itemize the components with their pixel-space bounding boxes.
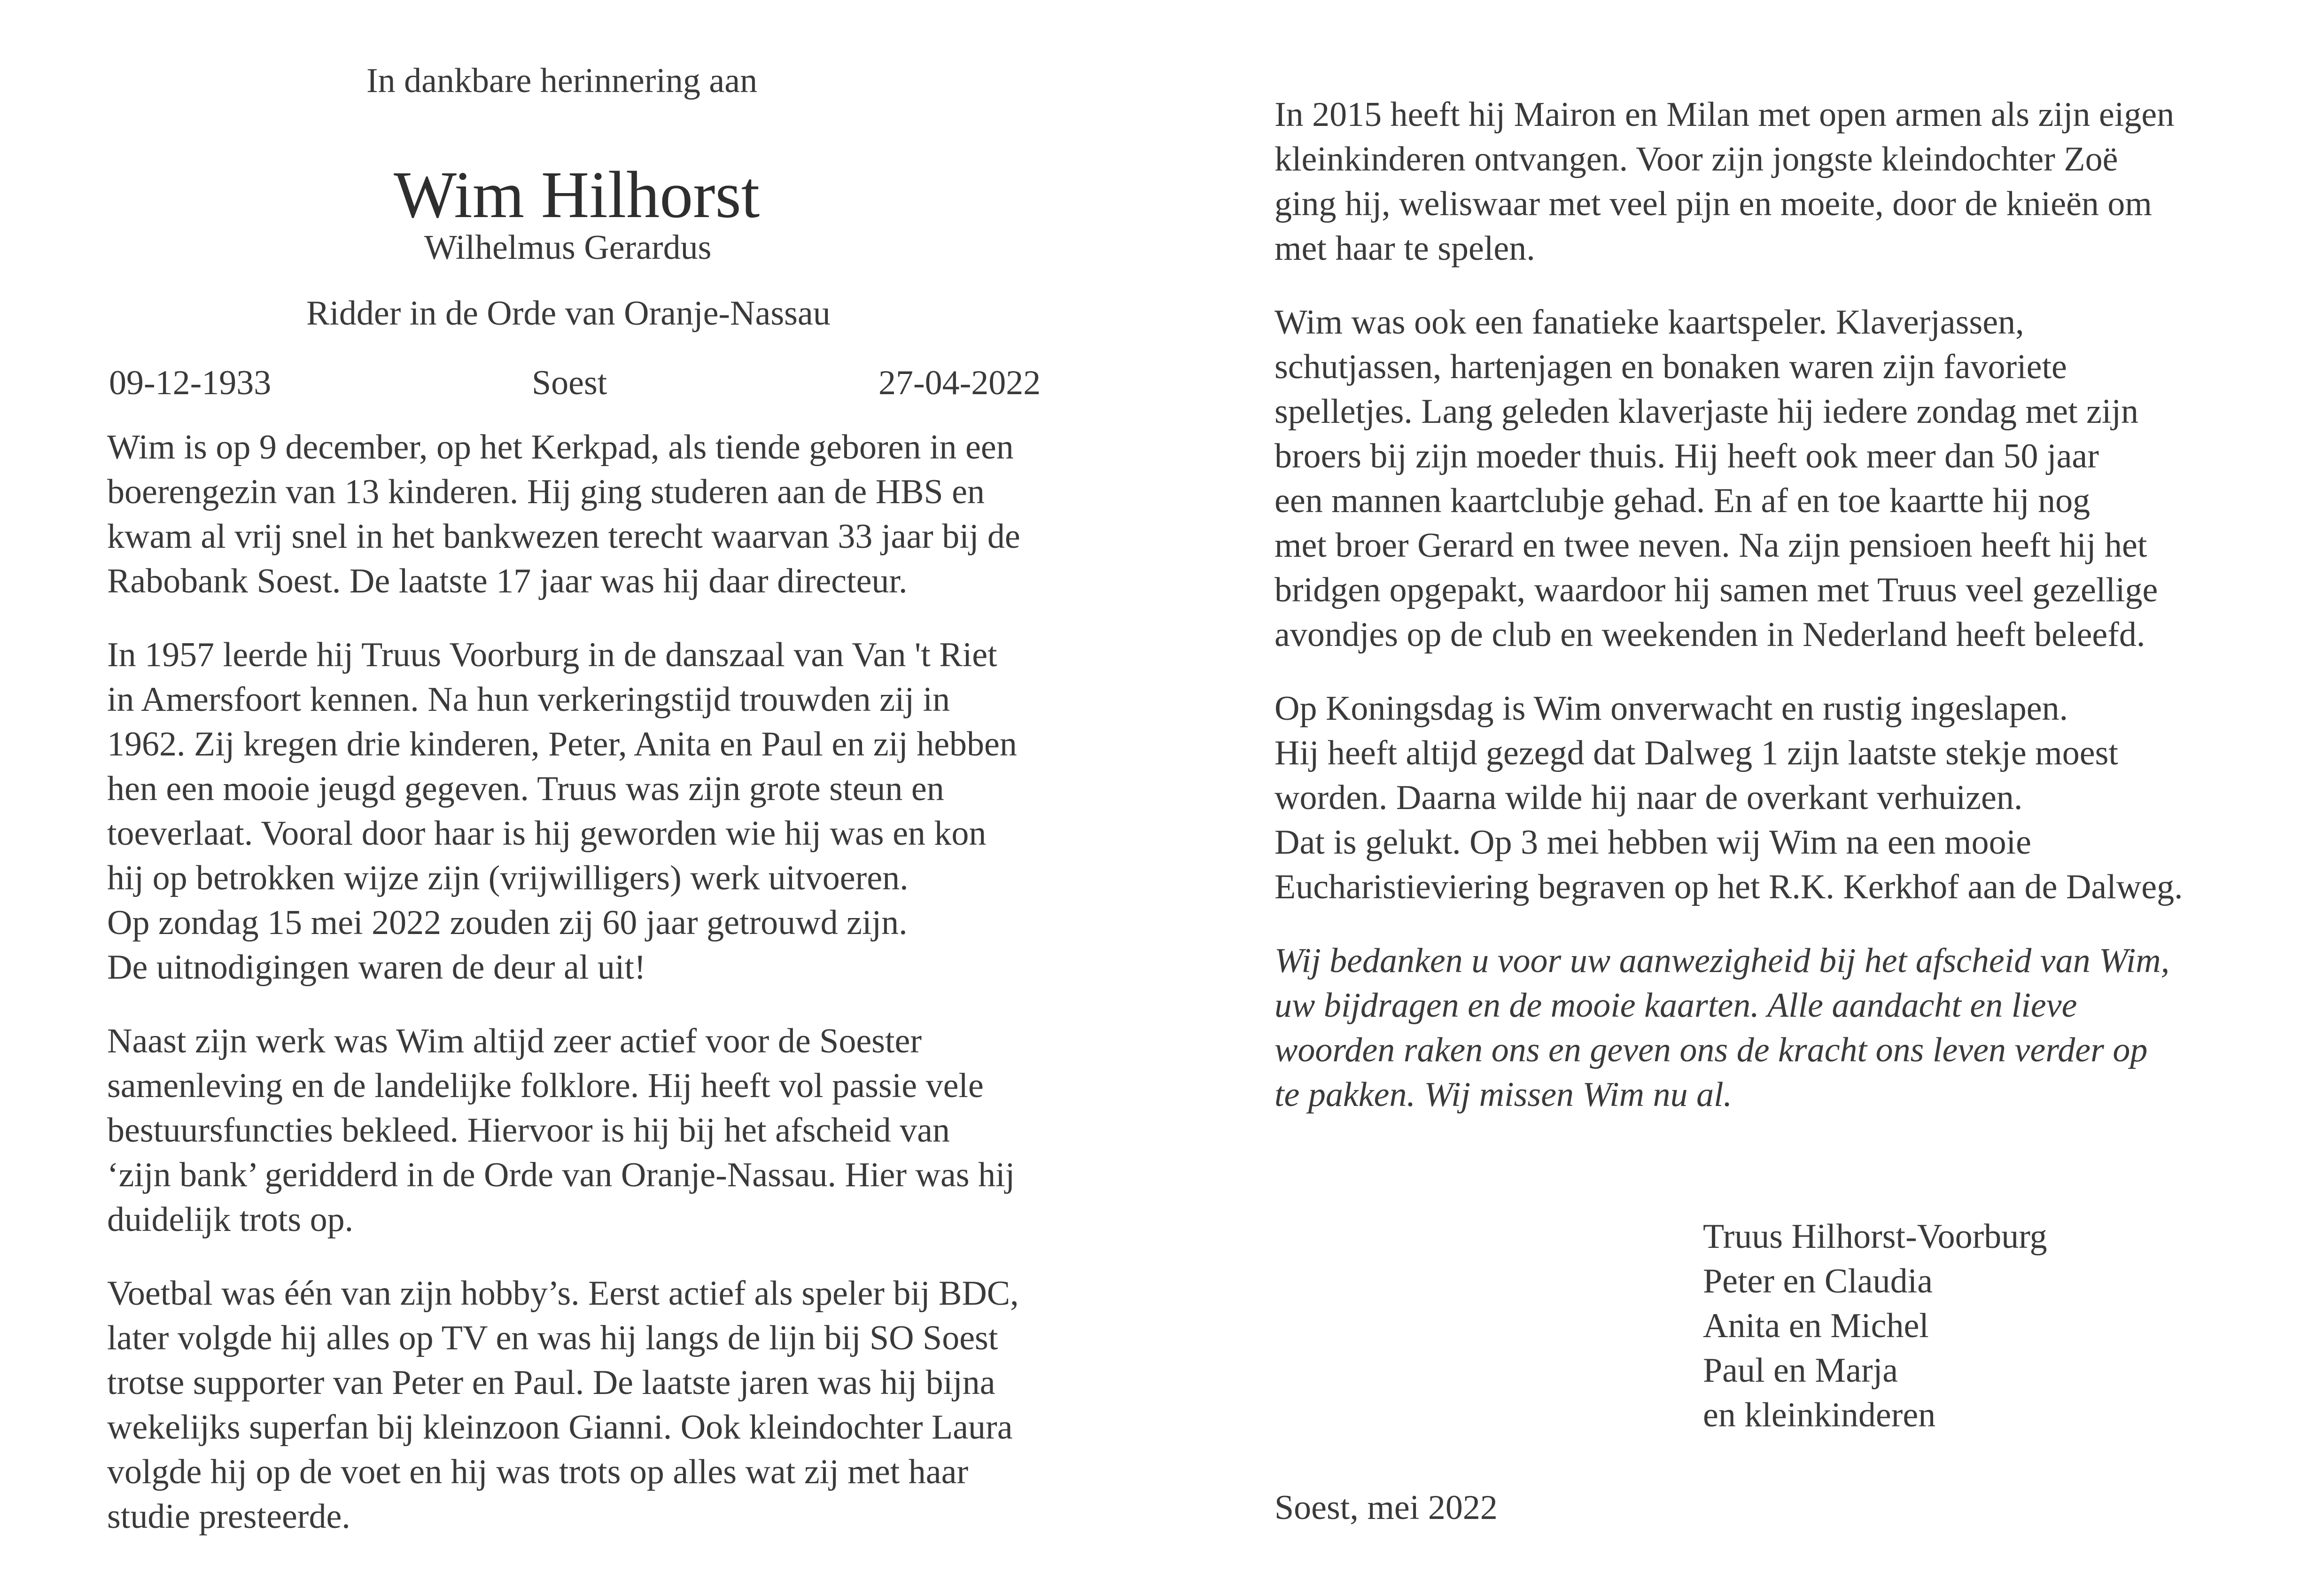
text-line: Naast zijn werk was Wim altijd zeer actief voor de Soester: [107, 1022, 922, 1060]
text-line: toeverlaat. Vooral door haar is hij geworden wie hij was en kon: [107, 814, 987, 853]
text-line: boerengezin van 13 kinderen. Hij ging studeren aan de HBS en: [107, 473, 985, 511]
paragraph: [1274, 93, 2261, 271]
closing-message: [1274, 939, 2261, 1117]
text-line: samenleving en de landelijke folklore. Hij heeft vol passie vele: [107, 1067, 984, 1105]
text-line: trotse supporter van Peter en Paul. De laatste jaren was hij bijna: [107, 1363, 995, 1402]
right-column-text: [1274, 93, 2261, 1146]
text-line: kwam al vrij snel in het bankwezen terecht waarvan 33 jaar bij de: [107, 517, 1020, 556]
text-line: In 1957 leerde hij Truus Voorburg in de danszaal van Van 't Riet: [107, 636, 997, 674]
text-line: bestuursfuncties bekleed. Hiervoor is hij bij het afscheid van: [107, 1111, 950, 1150]
text-line: schutjassen, hartenjagen en bonaken waren zijn favoriete: [1274, 348, 2067, 386]
text-line: Wim was ook een fanatieke kaartspeler. Klaverjassen,: [1274, 303, 2024, 342]
given-names: Wilhelmus Gerardus: [424, 228, 712, 267]
left-column-text: [107, 425, 1094, 1568]
text-line: woorden raken ons en geven ons de kracht ons leven verder op: [1274, 1031, 2148, 1069]
text-line: volgde hij op de voet en hij was trots op alles wat zij met haar: [107, 1453, 969, 1491]
text-line: In 2015 heeft hij Mairon en Milan met open armen als zijn eigen: [1274, 95, 2175, 134]
text-line: in Amersfoort kennen. Na hun verkeringstijd trouwden zij in: [107, 680, 950, 719]
text-line: Hij heeft altijd gezegd dat Dalweg 1 zijn laatste stekje moest: [1274, 734, 2118, 772]
text-line: Dat is gelukt. Op 3 mei hebben wij Wim na een mooie: [1274, 823, 2031, 862]
text-line: ging hij, weliswaar met veel pijn en moeite, door de knieën om: [1274, 185, 2152, 223]
deceased-name: Wim Hilhorst: [394, 157, 760, 232]
intro-text: In dankbare herinnering aan: [366, 62, 758, 100]
text-line: met haar te spelen.: [1274, 229, 1535, 268]
paragraph: [1274, 300, 2261, 657]
text-line: Paul en Marja: [1703, 1351, 1898, 1390]
paragraph: [107, 425, 1094, 604]
text-line: broers bij zijn moeder thuis. Hij heeft ook meer dan 50 jaar: [1274, 437, 2099, 475]
text-line: Wij bedanken u voor uw aanwezigheid bij het afscheid van Wim,: [1274, 942, 2170, 980]
text-line: avondjes op de club en weekenden in Nederland heeft beleefd.: [1274, 615, 2145, 654]
signatures: [1703, 1215, 2047, 1438]
text-line: Wim is op 9 december, op het Kerkpad, als tiende geboren in een: [107, 428, 1014, 467]
birth-date: 09-12-1933: [109, 364, 272, 402]
text-line: later volgde hij alles op TV en was hij langs de lijn bij SO Soest: [107, 1319, 998, 1357]
text-line: worden. Daarna wilde hij naar de overkant verhuizen.: [1274, 779, 2023, 817]
paragraph: [1274, 686, 2261, 910]
text-line: hij op betrokken wijze zijn (vrijwilligers) werk uitvoeren.: [107, 859, 909, 897]
text-line: en kleinkinderen: [1703, 1396, 1936, 1434]
paragraph: [107, 1019, 1094, 1242]
text-line: te pakken. Wij missen Wim nu al.: [1274, 1075, 1733, 1114]
text-line: wekelijks superfan bij kleinzoon Gianni. Ook kleindochter Laura: [107, 1408, 1013, 1447]
text-line: spelletjes. Lang geleden klaverjaste hij iedere zondag met zijn: [1274, 392, 2138, 431]
honor-title: Ridder in de Orde van Oranje-Nassau: [306, 294, 831, 333]
text-line: studie presteerde.: [107, 1497, 350, 1536]
text-line: uw bijdragen en de mooie kaarten. Alle aandacht en lieve: [1274, 986, 2077, 1025]
text-line: Truus Hilhorst-Voorburg: [1703, 1217, 2047, 1256]
place-date: Soest, mei 2022: [1274, 1488, 1498, 1527]
text-line: ‘zijn bank’ geridderd in de Orde van Oranje-Nassau. Hier was hij: [107, 1156, 1015, 1194]
text-line: met broer Gerard en twee neven. Na zijn pensioen heeft hij het: [1274, 526, 2147, 565]
text-line: 1962. Zij kregen drie kinderen, Peter, Anita en Paul en zij hebben: [107, 725, 1017, 763]
text-line: De uitnodigingen waren de deur al uit!: [107, 948, 646, 987]
text-line: hen een mooie jeugd gegeven. Truus was zijn grote steun en: [107, 770, 944, 808]
text-line: duidelijk trots op.: [107, 1200, 354, 1239]
text-line: Rabobank Soest. De laatste 17 jaar was hij daar directeur.: [107, 562, 908, 600]
text-line: Op Koningsdag is Wim onverwacht en rustig ingeslapen.: [1274, 689, 2068, 728]
text-line: een mannen kaartclubje gehad. En af en toe kaartte hij nog: [1274, 482, 2090, 520]
text-line: Eucharistieviering begraven op het R.K. Kerkhof aan de Dalweg.: [1274, 868, 2183, 906]
text-line: kleinkinderen ontvangen. Voor zijn jongste kleindochter Zoë: [1274, 140, 2118, 179]
paragraph: [107, 1271, 1094, 1539]
text-line: Voetbal was één van zijn hobby’s. Eerst actief als speler bij BDC,: [107, 1274, 1019, 1313]
place-name: Soest: [532, 364, 607, 402]
death-date: 27-04-2022: [878, 364, 1041, 402]
text-line: Op zondag 15 mei 2022 zouden zij 60 jaar getrouwd zijn.: [107, 903, 908, 942]
text-line: bridgen opgepakt, waardoor hij samen met Truus veel gezellige: [1274, 571, 2158, 609]
paragraph: [107, 633, 1094, 990]
text-line: Anita en Michel: [1703, 1307, 1929, 1345]
text-line: Peter en Claudia: [1703, 1262, 1933, 1300]
